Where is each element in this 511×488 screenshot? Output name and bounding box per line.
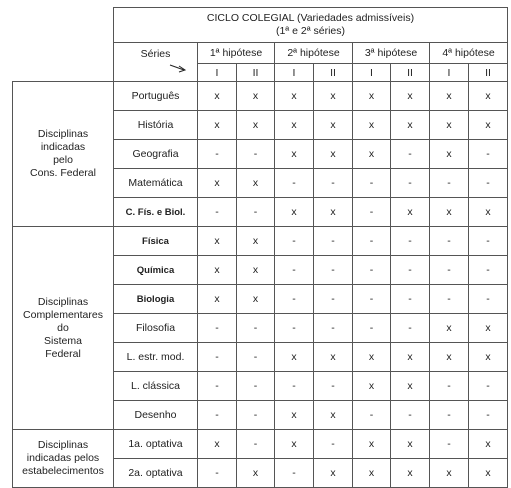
mark-cell: x (430, 198, 469, 227)
mark-cell: - (469, 140, 508, 169)
mark-cell: x (198, 111, 237, 140)
group-label (13, 430, 114, 488)
mark-cell: - (353, 314, 391, 343)
table-row (13, 82, 508, 111)
mark-cell: x (430, 459, 469, 488)
mark-cell: x (275, 111, 314, 140)
sub-column-header: II (314, 64, 353, 82)
mark-cell: - (314, 285, 353, 314)
mark-cell: - (314, 169, 353, 198)
mark-cell: - (353, 198, 391, 227)
mark-cell: - (314, 314, 353, 343)
title-line-2: (1ª e 2ª séries) (275, 25, 346, 37)
table-title (114, 8, 508, 43)
mark-cell: - (391, 169, 430, 198)
mark-cell: - (198, 372, 237, 401)
mark-cell: x (391, 459, 430, 488)
group-label (13, 82, 114, 227)
mark-cell: - (275, 372, 314, 401)
mark-cell: x (353, 82, 391, 111)
mark-cell: x (353, 459, 391, 488)
mark-cell: x (237, 111, 275, 140)
mark-cell: x (353, 343, 391, 372)
sub-column-header: I (353, 64, 391, 82)
mark-cell: - (314, 430, 353, 459)
mark-cell: - (237, 314, 275, 343)
mark-cell: x (275, 430, 314, 459)
mark-cell: - (391, 401, 430, 430)
mark-cell: - (198, 401, 237, 430)
mark-cell: x (353, 140, 391, 169)
series-header (114, 43, 198, 82)
discipline-name: Física (114, 227, 198, 256)
mark-cell: - (430, 227, 469, 256)
hypothesis-header: 1ª hipótese (198, 43, 275, 64)
discipline-name: Matemática (114, 169, 198, 198)
mark-cell: x (391, 111, 430, 140)
mark-cell: - (391, 314, 430, 343)
mark-cell: x (391, 343, 430, 372)
mark-cell: x (391, 82, 430, 111)
mark-cell: - (314, 256, 353, 285)
mark-cell: - (430, 285, 469, 314)
mark-cell: - (353, 256, 391, 285)
discipline-name: Química (114, 256, 198, 285)
mark-cell: x (430, 343, 469, 372)
mark-cell: - (391, 285, 430, 314)
mark-cell: - (198, 314, 237, 343)
mark-cell: - (314, 227, 353, 256)
mark-cell: - (469, 169, 508, 198)
group-label-line: Sistema (44, 334, 82, 347)
mark-cell: x (237, 169, 275, 198)
mark-cell: x (198, 82, 237, 111)
mark-cell: x (198, 256, 237, 285)
mark-cell: - (237, 140, 275, 169)
mark-cell: x (275, 82, 314, 111)
discipline-name: 1a. optativa (114, 430, 198, 459)
mark-cell: x (237, 285, 275, 314)
mark-cell: x (391, 430, 430, 459)
group-label-line: indicadas pelos (26, 452, 100, 464)
mark-cell: x (469, 459, 508, 488)
mark-cell: - (314, 372, 353, 401)
mark-cell: x (353, 430, 391, 459)
mark-cell: x (314, 343, 353, 372)
arrow-right-icon (169, 63, 187, 73)
mark-cell: - (198, 343, 237, 372)
sub-column-header: II (469, 64, 508, 82)
sub-column-header: I (198, 64, 237, 82)
mark-cell: x (237, 459, 275, 488)
corner-cell (13, 8, 114, 82)
mark-cell: - (237, 343, 275, 372)
series-label: Séries (140, 48, 171, 60)
mark-cell: - (275, 285, 314, 314)
mark-cell: x (469, 314, 508, 343)
discipline-name: 2a. optativa (114, 459, 198, 488)
mark-cell: - (275, 459, 314, 488)
mark-cell: x (430, 82, 469, 111)
mark-cell: - (237, 430, 275, 459)
table-row (13, 227, 508, 256)
mark-cell: x (275, 401, 314, 430)
discipline-name: Biologia (114, 285, 198, 314)
mark-cell: - (237, 372, 275, 401)
mark-cell: x (314, 459, 353, 488)
mark-cell: x (275, 140, 314, 169)
mark-cell: x (275, 198, 314, 227)
mark-cell: - (275, 256, 314, 285)
group-label-line: do (57, 321, 69, 334)
mark-cell: - (353, 227, 391, 256)
sub-column-header: II (391, 64, 430, 82)
sub-column-header: I (275, 64, 314, 82)
group-label-line: pelo (53, 154, 73, 166)
discipline-name: Filosofia (114, 314, 198, 343)
mark-cell: - (469, 227, 508, 256)
table-row (13, 430, 508, 459)
group-label-line: Complementares (23, 308, 103, 321)
mark-cell: x (353, 372, 391, 401)
discipline-name: História (114, 111, 198, 140)
mark-cell: x (198, 227, 237, 256)
mark-cell: - (391, 256, 430, 285)
mark-cell: x (353, 111, 391, 140)
mark-cell: x (469, 343, 508, 372)
mark-cell: x (430, 314, 469, 343)
mark-cell: - (275, 169, 314, 198)
mark-cell: - (275, 227, 314, 256)
group-label (13, 227, 114, 430)
discipline-name: L. estr. mod. (114, 343, 198, 372)
mark-cell: x (198, 285, 237, 314)
mark-cell: - (237, 198, 275, 227)
group-label-line: indicadas (40, 141, 86, 153)
group-label-line: Federal (45, 347, 81, 360)
mark-cell: - (391, 140, 430, 169)
mark-cell: x (198, 169, 237, 198)
group-label-line: Cons. Federal (30, 167, 96, 179)
mark-cell: - (469, 256, 508, 285)
mark-cell: x (314, 82, 353, 111)
mark-cell: x (430, 111, 469, 140)
mark-cell: x (275, 343, 314, 372)
mark-cell: x (469, 111, 508, 140)
mark-cell: - (391, 227, 430, 256)
hypothesis-header: 2ª hipótese (275, 43, 353, 64)
mark-cell: - (275, 314, 314, 343)
mark-cell: x (237, 82, 275, 111)
title-line-1: CICLO COLEGIAL (Variedades admissíveis) (206, 12, 415, 24)
mark-cell: - (430, 401, 469, 430)
group-label-line: Disciplinas (37, 439, 89, 451)
mark-cell: x (237, 227, 275, 256)
mark-cell: - (353, 285, 391, 314)
discipline-name: Geografia (114, 140, 198, 169)
mark-cell: x (430, 140, 469, 169)
mark-cell: - (198, 198, 237, 227)
hypothesis-header: 4ª hipótese (430, 43, 508, 64)
group-label-line: Disciplinas (37, 128, 89, 140)
table-header (13, 8, 508, 82)
discipline-name: Português (114, 82, 198, 111)
mark-cell: x (469, 430, 508, 459)
sub-column-header: II (237, 64, 275, 82)
discipline-name: L. clássica (114, 372, 198, 401)
table-body (13, 82, 508, 488)
mark-cell: - (198, 140, 237, 169)
discipline-name: Desenho (114, 401, 198, 430)
mark-cell: x (469, 82, 508, 111)
mark-cell: - (430, 430, 469, 459)
mark-cell: - (198, 459, 237, 488)
mark-cell: - (430, 169, 469, 198)
group-label-line: estabelecimentos (22, 465, 104, 477)
discipline-name: C. Fís. e Biol. (114, 198, 198, 227)
mark-cell: x (391, 198, 430, 227)
mark-cell: - (237, 401, 275, 430)
mark-cell: - (430, 372, 469, 401)
curriculum-table (12, 7, 508, 488)
mark-cell: - (353, 169, 391, 198)
mark-cell: x (314, 140, 353, 169)
sub-column-header: I (430, 64, 469, 82)
mark-cell: x (237, 256, 275, 285)
mark-cell: x (314, 111, 353, 140)
mark-cell: - (353, 401, 391, 430)
group-label-line: Disciplinas (37, 295, 89, 308)
mark-cell: - (430, 256, 469, 285)
mark-cell: - (469, 401, 508, 430)
mark-cell: x (391, 372, 430, 401)
mark-cell: x (198, 430, 237, 459)
mark-cell: - (469, 372, 508, 401)
mark-cell: - (469, 285, 508, 314)
mark-cell: x (469, 198, 508, 227)
mark-cell: x (314, 198, 353, 227)
mark-cell: x (314, 401, 353, 430)
hypothesis-header: 3ª hipótese (353, 43, 430, 64)
